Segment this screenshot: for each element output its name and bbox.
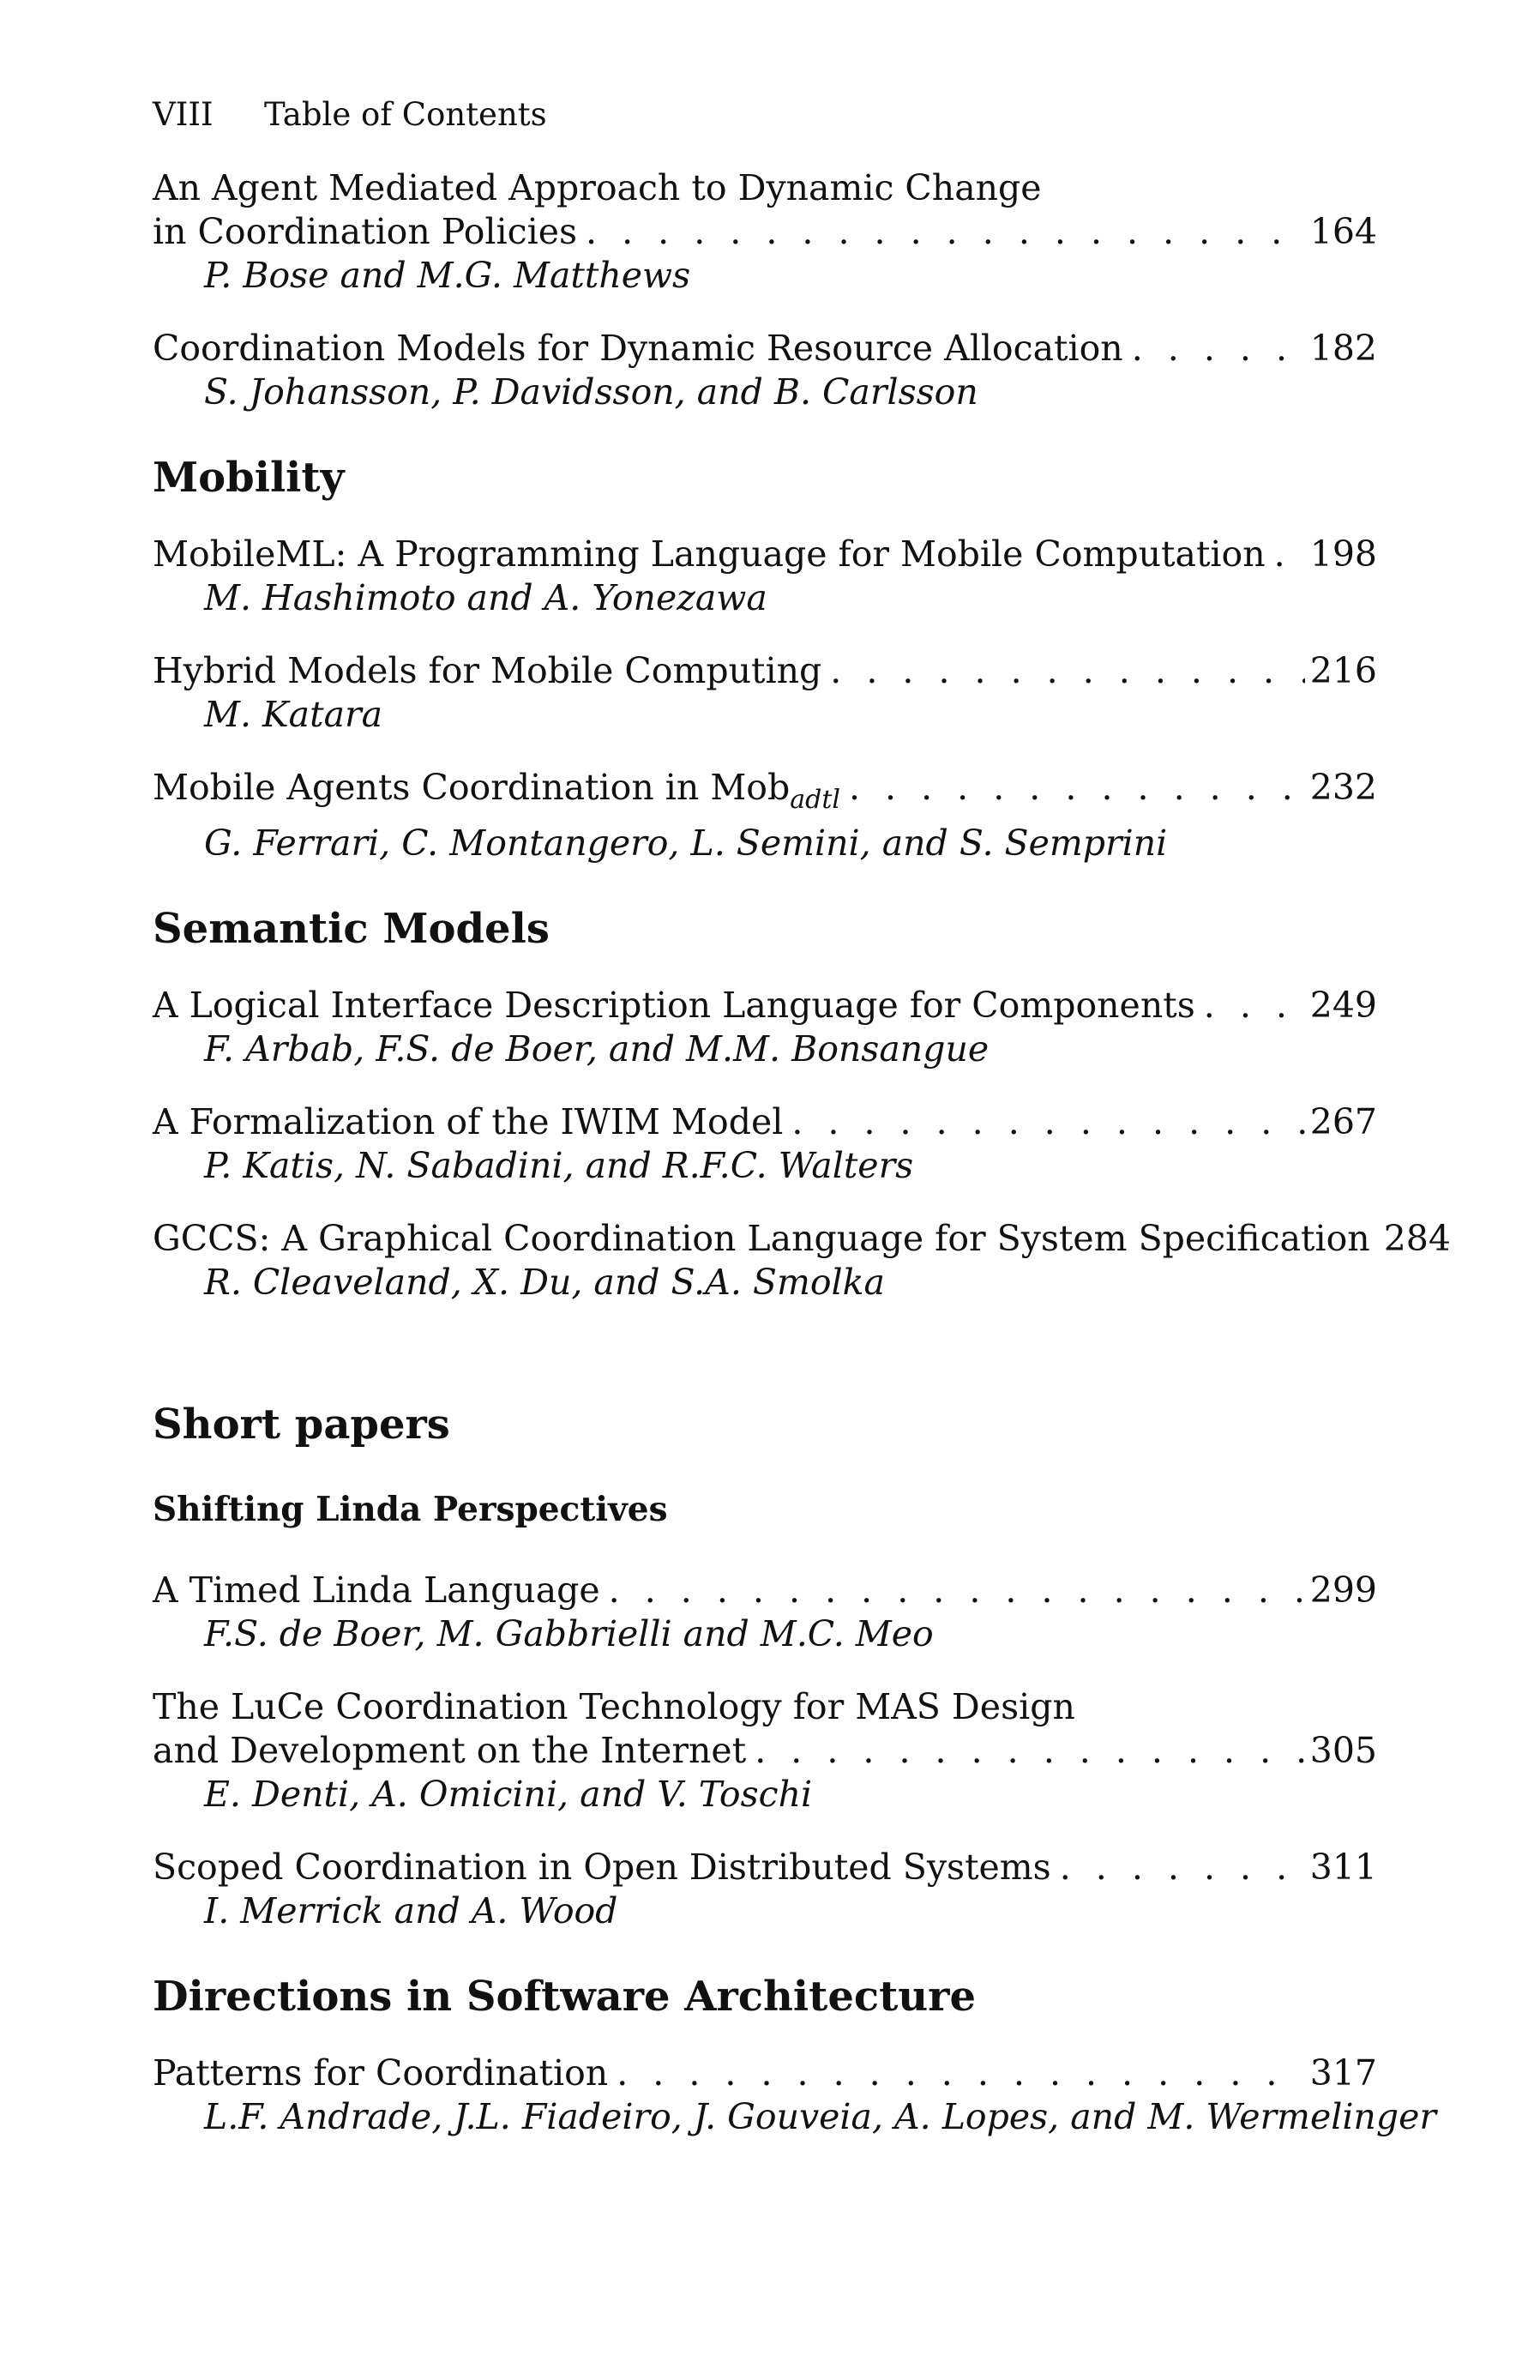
entry-page-number: 311: [1309, 1847, 1377, 1888]
dot-leader: [586, 210, 1305, 254]
section-heading-semantic-models: Semantic Models: [153, 905, 550, 953]
entry-title: Patterns for Coordination: [153, 2052, 609, 2094]
toc-entry[interactable]: [153, 984, 1377, 1071]
entry-title: Scoped Coordination in Open Distributed Systems: [153, 1847, 1051, 1888]
entry-authors: S. Johansson, P. Davidsson, and B. Carlsson: [204, 371, 978, 413]
entry-authors: L.F. Andrade, J.L. Fiadeiro, J. Gouveia, A. Lopes, and M. Wermelinger: [204, 2096, 1436, 2137]
entry-page-number: 216: [1309, 650, 1377, 691]
entry-page-number: 182: [1309, 328, 1377, 369]
dot-leader: [1060, 1846, 1305, 1889]
dot-leader: [1274, 533, 1305, 576]
entry-authors: P. Bose and M.G. Matthews: [204, 255, 691, 296]
entry-authors: M. Katara: [204, 694, 383, 735]
dot-leader: [830, 649, 1304, 693]
entry-page-number: 267: [1309, 1101, 1377, 1142]
toc-entry[interactable]: [153, 2052, 1436, 2139]
toc-entry[interactable]: [153, 1685, 1377, 1817]
entry-authors: R. Cleaveland, X. Du, and S.A. Smolka: [204, 1262, 885, 1303]
section-heading-short-papers: Short papers: [153, 1401, 450, 1449]
running-title: Table of Contents: [264, 96, 547, 133]
entry-title-subscript: adtl: [790, 785, 840, 815]
entry-title: [153, 766, 840, 822]
dot-leader: [755, 1729, 1305, 1773]
entry-title: in Coordination Policies: [153, 211, 578, 252]
dot-leader: [791, 1100, 1304, 1144]
entry-authors: E. Denti, A. Omicini, and V. Toschi: [204, 1774, 813, 1815]
toc-entry[interactable]: [153, 1569, 1377, 1656]
toc-entry[interactable]: [153, 1100, 1377, 1188]
toc-entry[interactable]: [153, 327, 1377, 414]
entry-title-line: The LuCe Coordination Technology for MAS Design: [153, 1686, 1075, 1727]
entry-title: and Development on the Internet: [153, 1730, 747, 1771]
entry-title-prefix: Mobile Agents Coordination in Mob: [153, 767, 791, 808]
entry-page-number: 299: [1309, 1570, 1377, 1611]
entry-title: GCCS: A Graphical Coordination Language for System Specification: [153, 1218, 1370, 1259]
toc-entry[interactable]: [153, 1846, 1377, 1933]
entry-title: A Timed Linda Language: [153, 1570, 600, 1611]
entry-authors: F. Arbab, F.S. de Boer, and M.M. Bonsangue: [204, 1028, 990, 1069]
entry-page-number: 232: [1309, 767, 1377, 808]
toc-entry[interactable]: [153, 649, 1377, 737]
toc-entry[interactable]: [153, 533, 1377, 620]
toc-entry[interactable]: [153, 166, 1377, 298]
entry-authors: M. Hashimoto and A. Yonezawa: [204, 577, 767, 618]
entry-title: A Logical Interface Description Language for Components: [153, 985, 1195, 1026]
entry-page-number: 317: [1309, 2052, 1377, 2094]
running-head: [153, 93, 1377, 137]
dot-leader: [617, 2052, 1305, 2095]
entry-authors: G. Ferrari, C. Montangero, L. Semini, and S. Semprini: [204, 822, 1168, 864]
dot-leader: [849, 766, 1305, 810]
page-folio: VIII: [153, 96, 214, 133]
dot-leader: [609, 1569, 1305, 1612]
entry-title: Hybrid Models for Mobile Computing: [153, 650, 822, 691]
subsection-heading-shifting-linda: Shifting Linda Perspectives: [153, 1490, 668, 1529]
entry-authors: F.S. de Boer, M. Gabbrielli and M.C. Meo: [204, 1613, 934, 1654]
section-heading-directions: Directions in Software Architecture: [153, 1973, 976, 2021]
entry-authors: I. Merrick and A. Wood: [204, 1890, 618, 1931]
toc-entry[interactable]: [153, 766, 1377, 865]
entry-title-line: An Agent Mediated Approach to Dynamic Change: [153, 167, 1042, 208]
entry-page-number: 198: [1309, 533, 1377, 575]
entry-authors: P. Katis, N. Sabadini, and R.F.C. Walters: [204, 1145, 914, 1186]
toc-entry[interactable]: [153, 1217, 1451, 1304]
entry-title: A Formalization of the IWIM Model: [153, 1101, 784, 1142]
dot-leader: [1132, 327, 1305, 371]
entry-title: Coordination Models for Dynamic Resource Allocation: [153, 328, 1123, 369]
entry-page-number: 284: [1383, 1218, 1451, 1259]
entry-page-number: 164: [1309, 211, 1377, 252]
dot-leader: [1204, 984, 1305, 1027]
entry-page-number: 249: [1309, 985, 1377, 1026]
section-heading-mobility: Mobility: [153, 454, 345, 502]
entry-page-number: 305: [1309, 1730, 1377, 1771]
toc-page: [153, 93, 1451, 2139]
entry-title: MobileML: A Programming Language for Mobile Computation: [153, 533, 1266, 575]
